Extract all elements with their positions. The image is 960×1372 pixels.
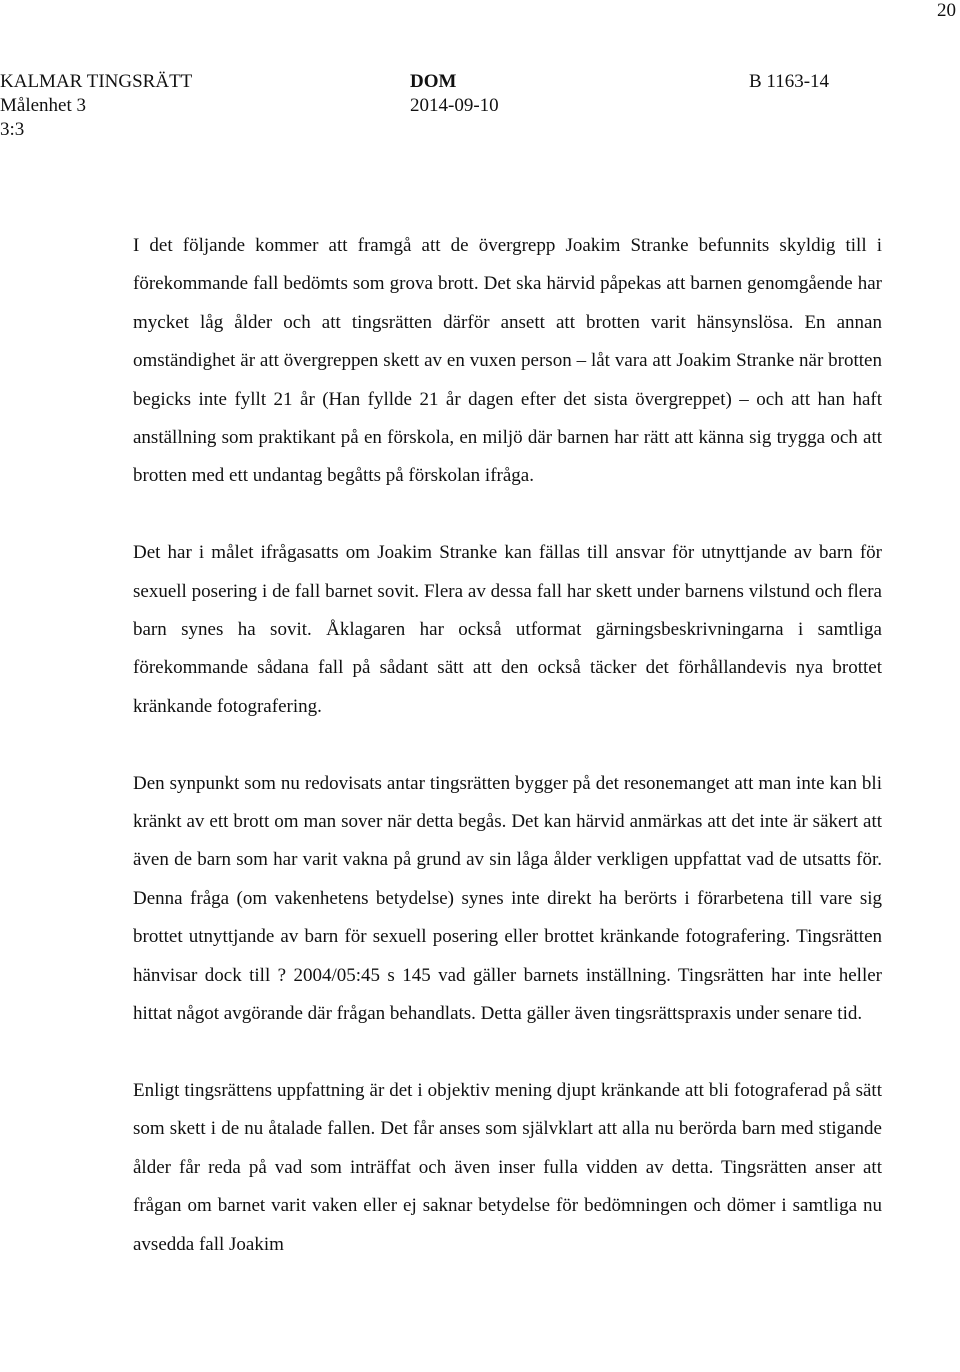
paragraph: Enligt tingsrättens uppfattning är det i objektiv mening djupt kränkande att bli fotograferad på sätt som skett i de nu åtalade fallen. Det får anses som självklart att alla nu berörda barn med stigande ålder får reda på vad som inträffat och även inser fulla vidden av detta. Tingsrätten anser att frågan om barnet varit vaken eller ej saknar betydelse för bedömningen och dömer i samtliga nu avsedda fall Joakim — [133, 1079, 882, 1255]
paragraph: Det har i målet ifrågasatts om Joakim Stranke kan fällas till ansvar för utnyttjande av barn för sexuell posering i de fall barnet sovit. Flera av dessa fall har skett under barnens vilstund och flera barn synes ha sovit. Åklagaren har också utformat gärningsbeskrivningarna i samtliga förekommande sådana fall på sådant sätt att den också täcker det förhållandevis nya brottet kränkande fotografering. — [133, 542, 882, 717]
document-date: 2014-09-10 — [410, 95, 499, 116]
document-type: DOM — [410, 71, 457, 92]
document-header — [0, 70, 960, 150]
paragraph: Den synpunkt som nu redovisats antar tingsrätten bygger på det resonemanget att man inte kan bli kränkt av ett brott om man sover när detta begås. Det kan härvid anmärkas att det inte är säkert att även de barn som har varit vakna på grund av sin låga ålder verkligen uppfattat vad de utsatts för. Denna fråga (om vakenhetens betydelse) synes inte direkt ha berörts i förarbetena till vare sig brottet utnyttjande av barn för sexuell posering eller brottet kränkande fotografering. Tingsrätten hänvisar dock till ? 2004/05:45 s 145 vad gäller barnets inställning. Tingsrätten har inte heller hittat något avgörande där frågan behandlats. Detta gäller även tingsrättspraxis under senare tid. — [133, 772, 882, 1025]
page-of-count: 3:3 — [0, 119, 25, 140]
paragraph: I det följande kommer att framgå att de övergrepp Joakim Stranke befunnits skyldig till i förekommande fall bedömts som grova brott. Det ska härvid påpekas att barnen genomgående har mycket låg ålder och att tingsrätten därför ansett att brotten varit hänsynslösa. En annan omständighet är att övergreppen skett av en vuxen person – låt vara att Joakim Stranke när brotten begicks inte fyllt 21 år (Han fyllde 21 år dagen efter det sista övergreppet) – och att han haft anställning som praktikant på en förskola, en miljö där barnen har rätt att känna sig trygga och att brotten med ett undantag begåtts på förskolan ifråga. — [133, 235, 882, 487]
court-name: KALMAR TINGSRÄTT — [0, 71, 193, 92]
page-number: 20 — [937, 0, 956, 21]
document-body — [133, 227, 882, 1302]
case-number: B 1163-14 — [749, 71, 830, 92]
court-unit: Målenhet 3 — [0, 95, 87, 116]
